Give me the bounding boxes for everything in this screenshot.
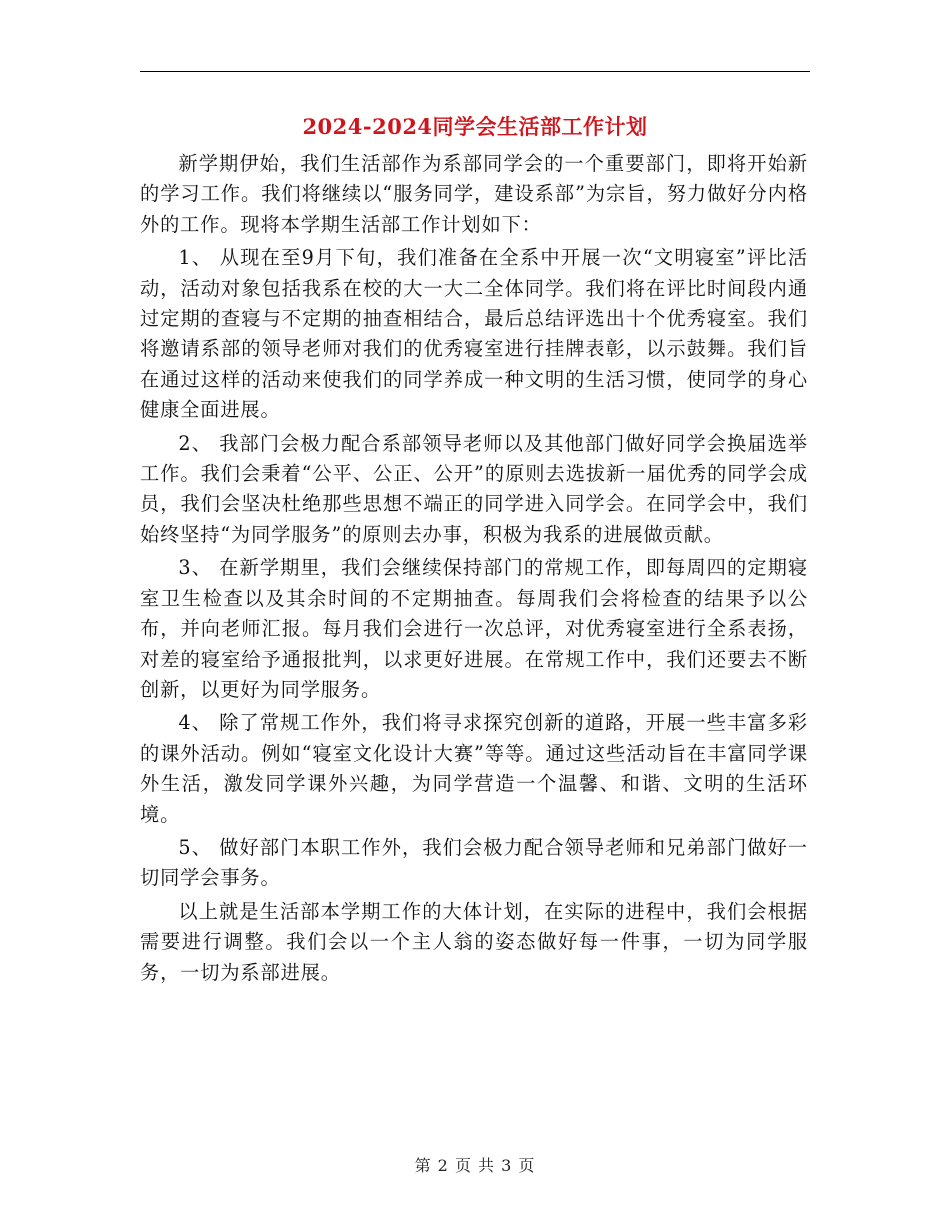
plan-item-3: 3、 在新学期里，我们会继续保持部门的常规工作，即每周四的定期寝室卫生检查以及其余时间的不定期抽查。每周我们会将检查的结果予以公布，并向老师汇报。每月我们会进行一次总评，对优秀寝室进行全系表扬，对差的寝室给予通报批判，以求更好进展。在常规工作中，我们还要去不断创新，以更好为同学服务。 xyxy=(140,556,808,701)
page-number: 第 2 页 共 3 页 xyxy=(414,1156,536,1175)
plan-item-4: 4、 除了常规工作外，我们将寻求探究创新的道路，开展一些丰富多彩的课外活动。例如“寝室文化设计大赛”等等。通过这些活动旨在丰富同学课外生活，激发同学课外兴趣，为同学营造一个温馨、和谐、文明的生活环境。 xyxy=(140,711,808,826)
plan-item-1: 1、 从现在至9月下旬，我们准备在全系中开展一次“文明寝室”评比活动，活动对象包括我系在校的大一大二全体同学。我们将在评比时间段内通过定期的查寝与不定期的抽查相结合，最后总结评选出十个优秀寝室。我们将邀请系部的领导老师对我们的优秀寝室进行挂牌表彰，以示鼓舞。我们旨在通过这样的活动来使我们的同学养成一种文明的生活习惯，使同学的身心健康全面进展。 xyxy=(140,246,808,422)
plan-item-2: 2、 我部门会极力配合系部领导老师以及其他部门做好同学会换届选举工作。我们会秉着“公平、公正、公开”的原则去选拔新一届优秀的同学会成员，我们会坚决杜绝那些思想不端正的同学进入同学会。在同学会中，我们始终坚持“为同学服务”的原则去办事，积极为我系的进展做贡献。 xyxy=(140,431,808,546)
closing-paragraph: 以上就是生活部本学期工作的大体计划，在实际的进程中，我们会根据需要进行调整。我们会以一个主人翁的姿态做好每一件事，一切为同学服务，一切为系部进展。 xyxy=(140,899,808,984)
intro-paragraph: 新学期伊始，我们生活部作为系部同学会的一个重要部门，即将开始新的学习工作。我们将继续以“服务同学，建设系部”为宗旨，努力做好分内格外的工作。现将本学期生活部工作计划如下： xyxy=(140,152,808,236)
plan-item-5: 5、 做好部门本职工作外，我们会极力配合领导老师和兄弟部门做好一切同学会事务。 xyxy=(140,835,808,890)
document-body xyxy=(140,149,808,988)
document-title: 2024-2024同学会生活部工作计划 xyxy=(302,114,648,139)
header-rule xyxy=(140,71,810,72)
